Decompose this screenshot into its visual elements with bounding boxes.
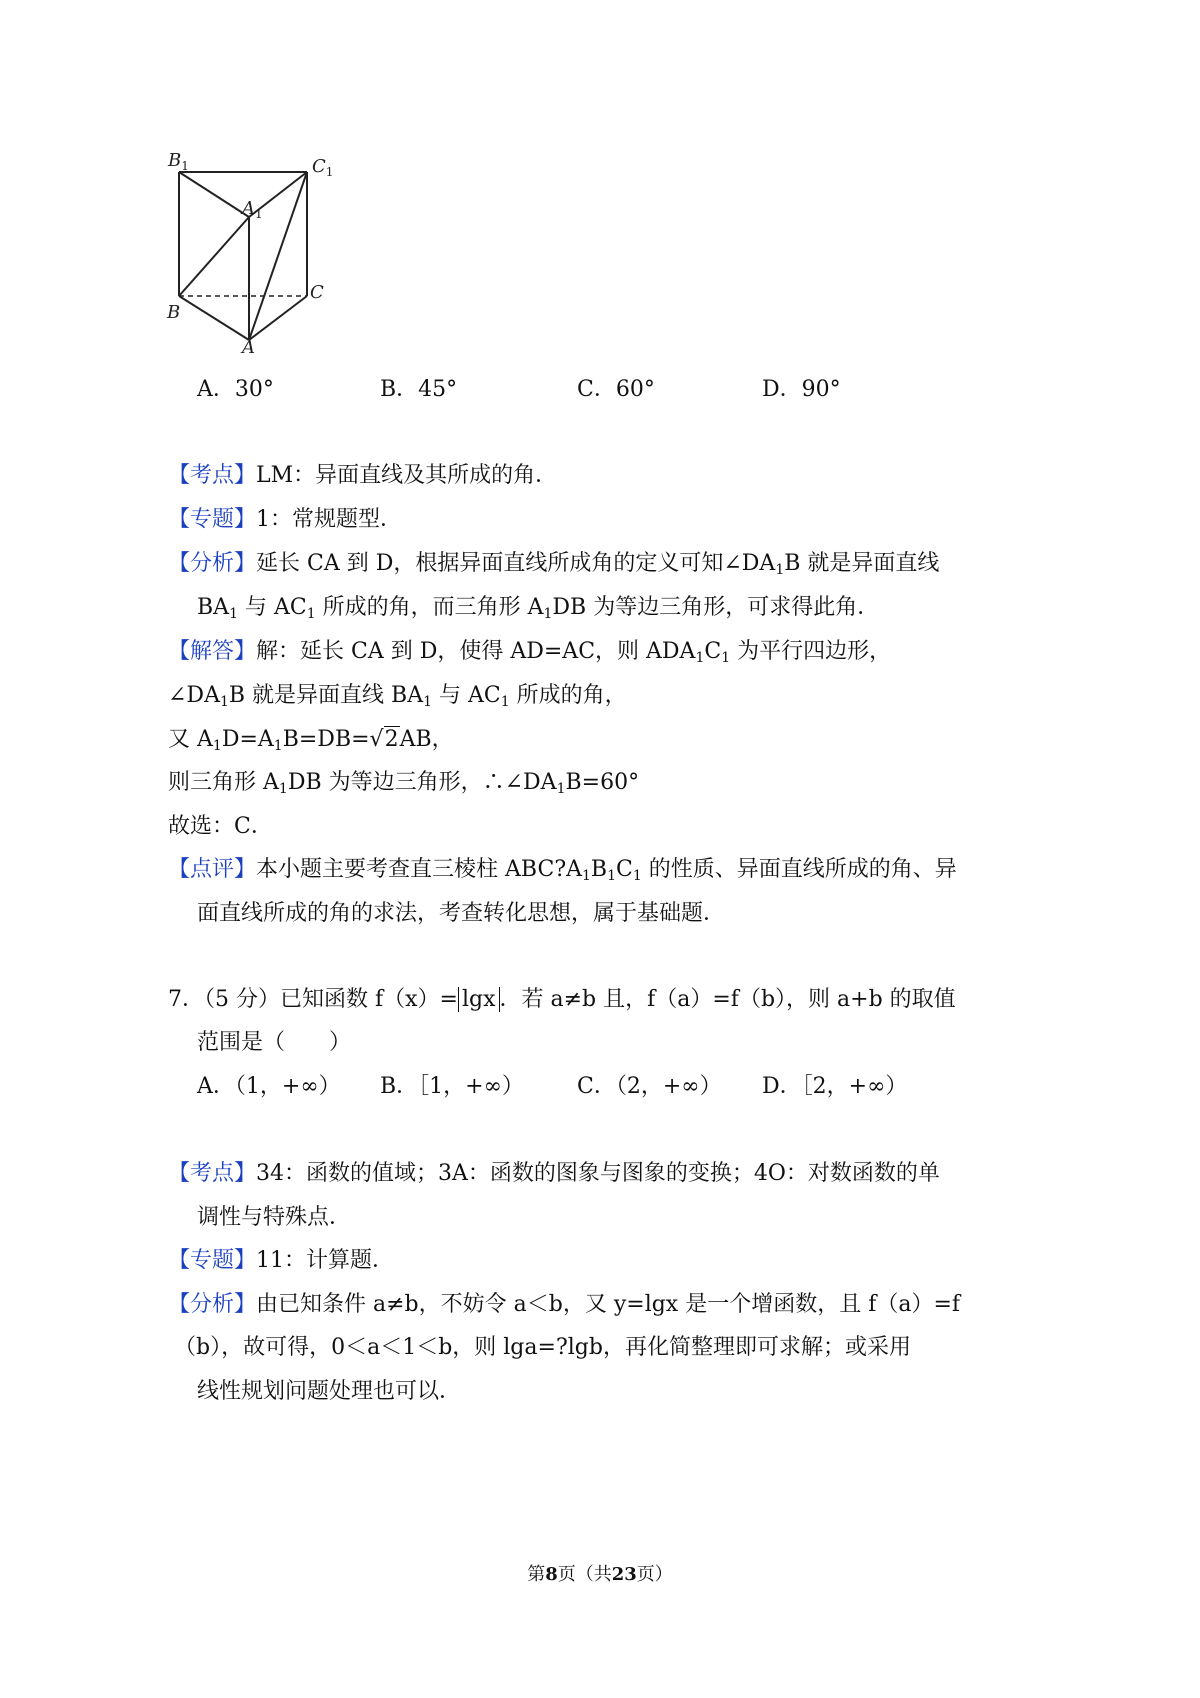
segment-a-c1 xyxy=(249,172,307,340)
q6-fenxi-line1: 【分析】延长 CA 到 D，根据异面直线所成角的定义可知$\angle DA_1B$ 就是异面直线 xyxy=(168,551,940,578)
page-footer: 第8页（共23页） xyxy=(527,1564,673,1585)
q6-fenxi-line2: $BA_1$ 与 $AC_1$ 所成的角，而三角形 $A_1DB$ 为等边三角形，可求得此角． xyxy=(197,595,880,622)
edge-a-c xyxy=(249,296,307,340)
q6-jieda-line5: 故选：C． xyxy=(168,814,273,839)
prism-figure xyxy=(162,150,342,355)
label-a: A xyxy=(242,337,255,355)
kaodian-label: 【考点】 xyxy=(168,463,257,488)
q6-jieda-line2: $\angle DA_1B$ 就是异面直线 $BA_1$ 与 $AC_1$ 所成的角， xyxy=(168,683,627,710)
q6-dianping-line2: 面直线所成的角的求法，考查转化思想，属于基础题． xyxy=(197,901,726,926)
q6-jieda-line4: 则三角形 $A_1DB$ 为等边三角形，$\therefore\angle DA_1B=60^\circ$ xyxy=(168,770,640,797)
q7-option-a: A．（1，+∞） xyxy=(197,1074,341,1099)
q7-option-d: D．［2，+∞） xyxy=(762,1074,908,1099)
segment-b-a1 xyxy=(179,217,249,296)
label-c1: $C_1$ xyxy=(312,156,334,179)
q7-stem-line2: 范围是（ ） xyxy=(197,1030,352,1055)
q6-option-b: B．45° xyxy=(380,377,458,402)
q7-kaodian-line2: 调性与特殊点． xyxy=(197,1205,352,1230)
q6-jieda-line1: 【解答】解：延长 CA 到 D，使得 AD=AC，则 $ADA_1C_1$ 为平行四边形， xyxy=(168,639,892,666)
q7-stem-line1: 7．（5 分）已知函数 f（x）= lgx ．若 a≠b 且，f（a）=f（b），则 a+b 的取值 xyxy=(168,987,956,1012)
q7-fenxi-line2: （b），故可得，0＜a＜1＜b，则 lga=?lgb，再化简整理即可求解；或采用 xyxy=(174,1335,911,1360)
label-b1: $B_1$ xyxy=(168,150,189,173)
q7-option-c: C．（2，+∞） xyxy=(577,1074,722,1099)
kaodian-label: 【考点】 xyxy=(168,1161,257,1186)
q6-option-d: D．90° xyxy=(762,377,841,402)
jieda-label: 【解答】 xyxy=(168,639,257,664)
label-a1: $A_1$ xyxy=(242,198,263,221)
fenxi-label: 【分析】 xyxy=(168,551,257,576)
q7-fenxi-line3: 线性规划问题处理也可以． xyxy=(197,1379,462,1404)
label-b: B xyxy=(167,302,181,323)
q6-kaodian: 【考点】LM：异面直线及其所成的角． xyxy=(168,463,558,488)
zhuanti-label: 【专题】 xyxy=(168,507,257,532)
edge-b-a xyxy=(179,296,249,340)
q6-dianping-line1: 【点评】本小题主要考查直三棱柱 $ABC?A_1B_1C_1$ 的性质、异面直线所成的角、异 xyxy=(168,857,957,884)
q6-zhuanti: 【专题】1：常规题型． xyxy=(168,507,403,532)
zhuanti-label: 【专题】 xyxy=(168,1248,257,1273)
q7-option-b: B．［1，+∞） xyxy=(380,1074,524,1099)
q6-option-c: C．60° xyxy=(577,377,655,402)
q6-option-a: A．30° xyxy=(197,377,274,402)
total-pages: 23 xyxy=(611,1564,637,1585)
page-number: 8 xyxy=(545,1564,558,1585)
label-c: C xyxy=(310,282,324,303)
q7-zhuanti: 【专题】11：计算题． xyxy=(168,1248,395,1273)
q6-jieda-line3: 又 $A_1D=A_1B=DB=√2AB$， xyxy=(168,727,454,754)
edge-b1-a1 xyxy=(179,172,249,217)
q7-fenxi-line1: 【分析】由已知条件 a≠b，不妨令 a＜b，又 y=lgx 是一个增函数，且 f（a）=f xyxy=(168,1292,961,1317)
dianping-label: 【点评】 xyxy=(168,857,257,882)
q7-kaodian-line1: 【考点】34：函数的值域；3A：函数的图象与图象的变换；4O：对数函数的单 xyxy=(168,1161,940,1186)
sqrt-symbol: √2 xyxy=(369,727,399,752)
fenxi-label: 【分析】 xyxy=(168,1292,257,1317)
